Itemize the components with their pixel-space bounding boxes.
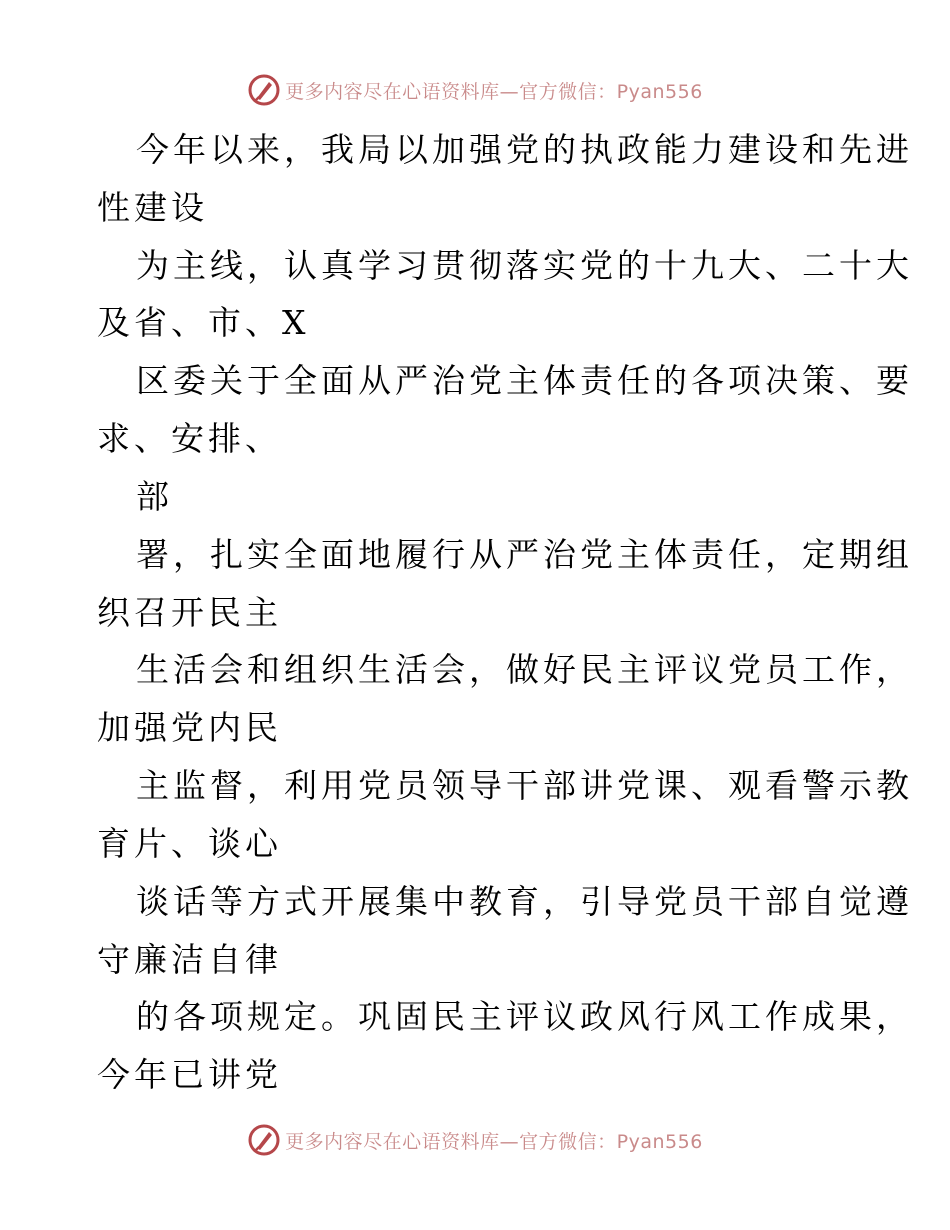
header-watermark bbox=[0, 70, 950, 110]
body-line: 主监督，利用党员领导干部讲党课、观看警示教 bbox=[136, 766, 913, 805]
body-line: 为主线，认真学习贯彻落实党的十九大、二十大 bbox=[136, 246, 913, 285]
watermark-id: Pyan556 bbox=[616, 1130, 703, 1153]
quill-logo-icon bbox=[247, 1123, 281, 1157]
watermark-text bbox=[285, 1127, 703, 1154]
watermark-id: Pyan556 bbox=[616, 80, 703, 103]
body-line: 的各项规定。巩固民主评议政风行风工作成果， bbox=[136, 997, 913, 1036]
watermark-text bbox=[285, 77, 703, 104]
quill-logo-icon bbox=[247, 73, 281, 107]
body-line: 织召开民主 bbox=[97, 593, 282, 632]
watermark-label: 更多内容尽在心语资料库—官方微信： bbox=[285, 1130, 617, 1153]
body-line: 生活会和组织生活会，做好民主评议党员工作， bbox=[136, 650, 913, 689]
body-line: 加强党内民 bbox=[97, 708, 282, 747]
footer-watermark bbox=[0, 1120, 950, 1160]
body-line: 守廉洁自律 bbox=[97, 940, 282, 979]
body-line: 谈话等方式开展集中教育，引导党员干部自觉遵 bbox=[136, 882, 913, 921]
body-line: 部 bbox=[136, 477, 173, 516]
body-line: 育片、谈心 bbox=[97, 824, 282, 863]
body-line: 区委关于全面从严治党主体责任的各项决策、要 bbox=[136, 361, 913, 400]
body-line: 署，扎实全面地履行从严治党主体责任，定期组 bbox=[136, 535, 913, 574]
body-line: 性建设 bbox=[97, 188, 208, 227]
body-line: 今年已讲党 bbox=[97, 1055, 282, 1094]
body-line: 求、安排、 bbox=[97, 419, 282, 458]
watermark-label: 更多内容尽在心语资料库—官方微信： bbox=[285, 80, 617, 103]
body-line: 及省、市、X bbox=[97, 303, 310, 342]
body-line: 今年以来，我局以加强党的执政能力建设和先进 bbox=[136, 130, 913, 169]
